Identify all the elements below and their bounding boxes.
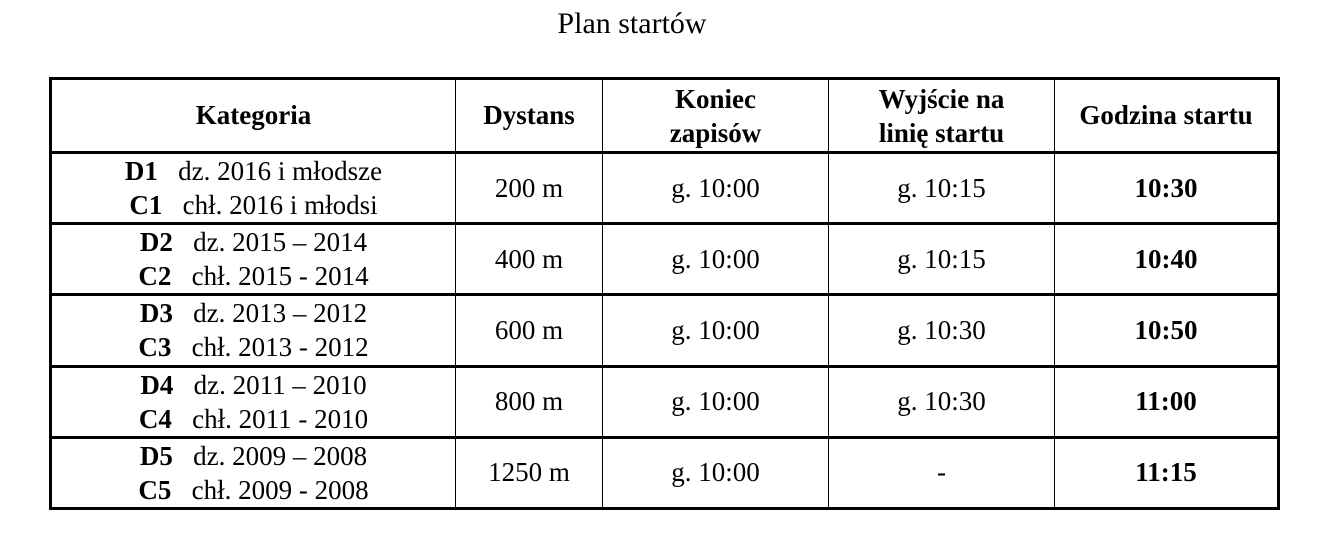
category-code-boys: C1 [129, 190, 163, 221]
page-title: Plan startów [557, 7, 707, 40]
header-kategoria: Kategoria [51, 79, 456, 153]
category-spacer [158, 156, 178, 186]
table-body [51, 153, 1279, 509]
category-desc-girls: dz. 2011 – 2010 [193, 369, 367, 400]
category-line-girls [52, 368, 455, 402]
distance-cell: 200 m [456, 153, 603, 224]
category-desc-girls: dz. 2013 – 2012 [193, 298, 368, 329]
category-code-girls: D3 [139, 298, 173, 329]
category-code-girls: D5 [139, 440, 173, 471]
header-godzina-startu: Godzina startu [1055, 79, 1279, 153]
category-code-girls: D2 [139, 227, 173, 258]
category-spacer [172, 404, 192, 434]
category-desc-girls: dz. 2009 – 2008 [193, 440, 368, 471]
line-exit-cell: g. 10:30 [829, 366, 1055, 437]
table-header-row [51, 79, 1279, 153]
start-time-cell: 11:15 [1055, 437, 1279, 508]
start-time-cell: 10:40 [1055, 224, 1279, 295]
category-line-boys [52, 188, 455, 222]
header-dystans: Dystans [456, 79, 603, 153]
category-desc-boys: chł. 2015 - 2014 [191, 261, 369, 292]
table-row [51, 224, 1279, 295]
category-code-girls: D4 [140, 369, 174, 400]
category-spacer [173, 370, 193, 400]
category-code-girls: D1 [124, 156, 158, 187]
category-spacer [171, 475, 191, 505]
distance-cell: 1250 m [456, 437, 603, 508]
category-desc-boys: chł. 2013 - 2012 [191, 332, 369, 363]
header-wyjscie-na-linie [829, 79, 1055, 153]
category-spacer [173, 298, 193, 328]
category-code-boys: C3 [138, 332, 172, 363]
line-exit-cell: g. 10:15 [829, 224, 1055, 295]
category-desc-girls: dz. 2015 – 2014 [193, 227, 368, 258]
category-line-boys [52, 330, 455, 364]
line-exit-cell: g. 10:30 [829, 295, 1055, 366]
distance-cell: 600 m [456, 295, 603, 366]
distance-cell: 400 m [456, 224, 603, 295]
category-code-boys: C4 [138, 403, 172, 434]
table-row [51, 153, 1279, 224]
line-exit-cell: g. 10:15 [829, 153, 1055, 224]
category-cell [51, 153, 456, 224]
category-line-boys [52, 473, 455, 507]
table-row [51, 295, 1279, 366]
registration-end-cell: g. 10:00 [603, 437, 829, 508]
start-time-cell: 10:50 [1055, 295, 1279, 366]
registration-end-cell: g. 10:00 [603, 295, 829, 366]
line-exit-cell: - [829, 437, 1055, 508]
category-cell [51, 295, 456, 366]
header-koniec-line2: zapisów [669, 117, 762, 148]
category-code-boys: C2 [138, 261, 172, 292]
category-spacer [171, 332, 191, 362]
category-spacer [173, 441, 193, 471]
category-line-girls [52, 439, 455, 473]
header-wyjscie-line2: linię startu [878, 117, 1005, 148]
category-spacer [173, 227, 193, 257]
header-koniec-zapisow [603, 79, 829, 153]
start-time-cell: 11:00 [1055, 366, 1279, 437]
category-desc-girls: dz. 2016 i młodsze [178, 156, 383, 187]
table-row [51, 366, 1279, 437]
header-wyjscie-line1: Wyjście na [878, 83, 1005, 114]
category-desc-boys: chł. 2009 - 2008 [191, 474, 369, 505]
category-code-boys: C5 [138, 474, 172, 505]
registration-end-cell: g. 10:00 [603, 224, 829, 295]
start-time-cell: 10:30 [1055, 153, 1279, 224]
category-desc-boys: chł. 2016 i młodsi [182, 190, 378, 221]
category-line-girls [52, 225, 455, 259]
category-spacer [162, 190, 182, 220]
category-desc-boys: chł. 2011 - 2010 [192, 403, 369, 434]
category-line-boys [52, 259, 455, 293]
start-schedule-table [49, 77, 1280, 510]
category-cell [51, 366, 456, 437]
category-line-girls [52, 296, 455, 330]
header-koniec-line1: Koniec [675, 83, 756, 114]
category-line-girls [52, 154, 455, 188]
registration-end-cell: g. 10:00 [603, 153, 829, 224]
distance-cell: 800 m [456, 366, 603, 437]
category-line-boys [52, 402, 455, 436]
registration-end-cell: g. 10:00 [603, 366, 829, 437]
table-row [51, 437, 1279, 508]
category-spacer [171, 261, 191, 291]
category-cell [51, 437, 456, 508]
category-cell [51, 224, 456, 295]
